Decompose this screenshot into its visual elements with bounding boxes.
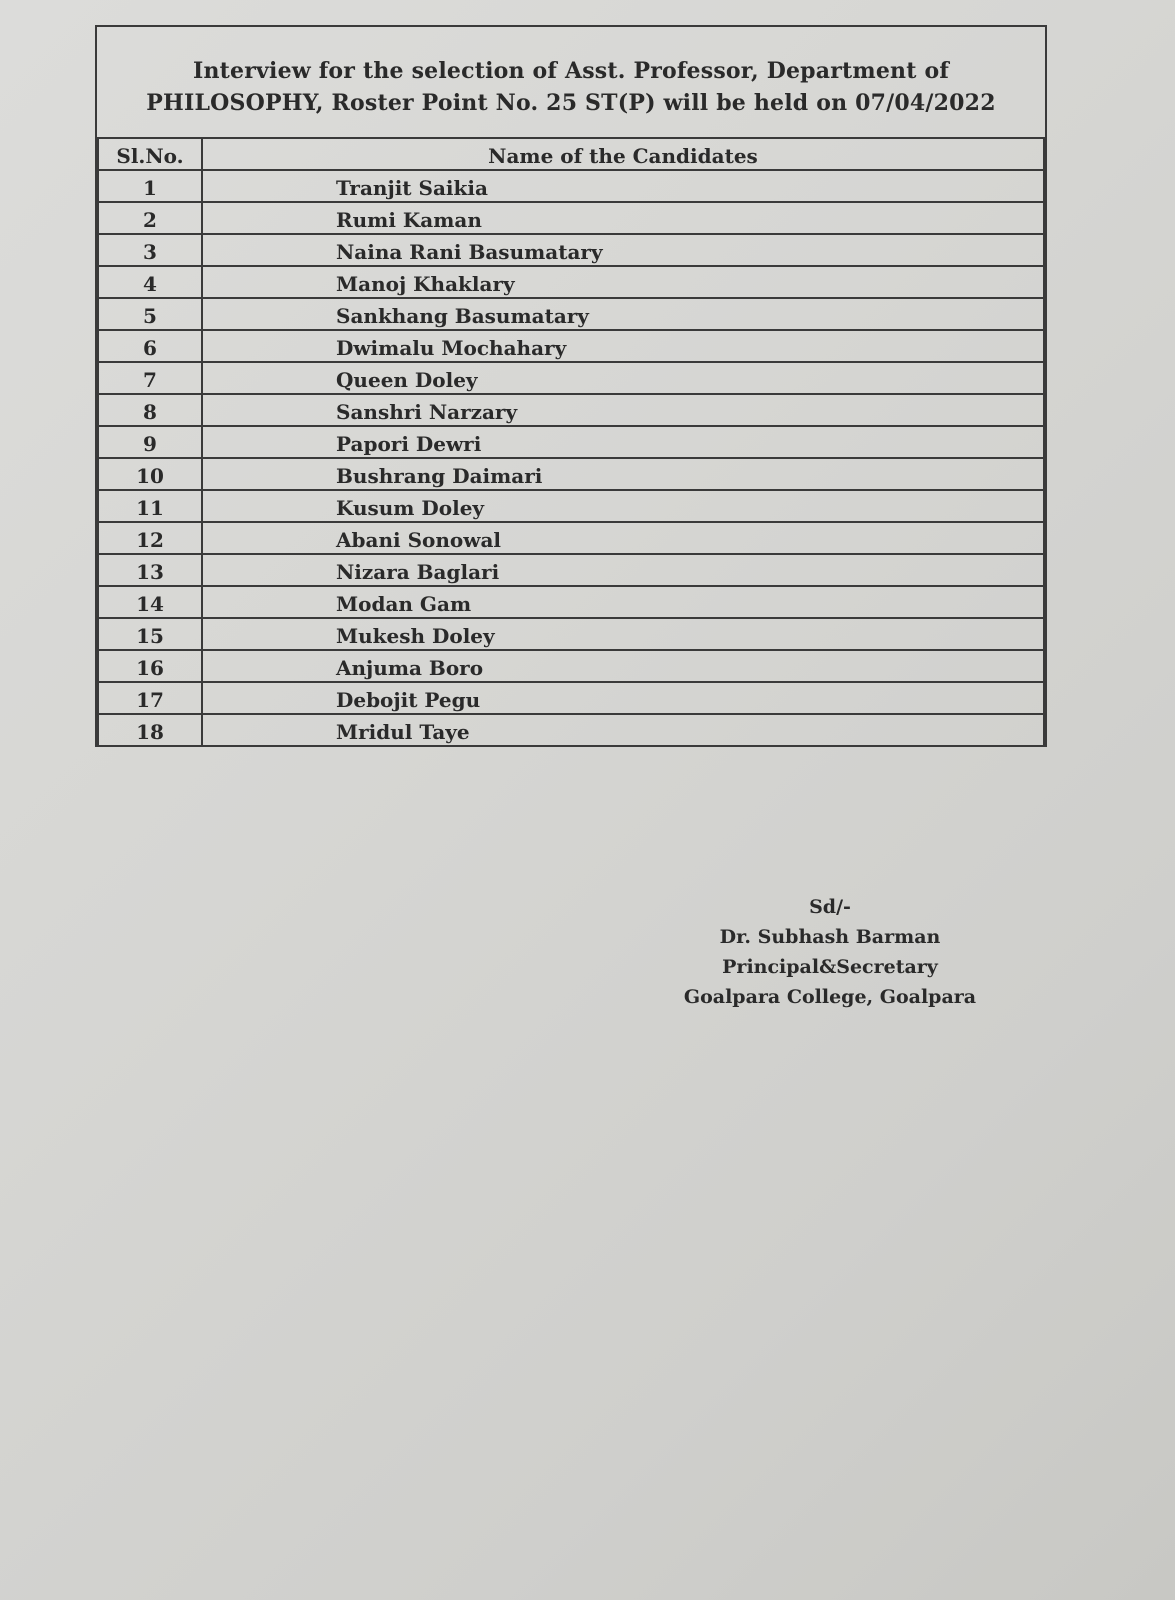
signatory-title: Principal&Secretary xyxy=(722,956,938,978)
row-sl-no: 18 xyxy=(98,714,202,746)
table-row xyxy=(98,714,1044,746)
row-sl-no: 17 xyxy=(98,682,202,714)
signature-block xyxy=(680,892,980,1012)
row-sl-no: 11 xyxy=(98,490,202,522)
table-row xyxy=(98,298,1044,330)
row-candidate-name: Mridul Taye xyxy=(202,714,1044,746)
row-sl-no: 13 xyxy=(98,554,202,586)
heading-line-2: PHILOSOPHY, Roster Point No. 25 ST(P) will be held on 07/04/2022 xyxy=(146,90,996,116)
notice-box xyxy=(95,25,1047,747)
table-row xyxy=(98,234,1044,266)
table-row xyxy=(98,458,1044,490)
table-row xyxy=(98,170,1044,202)
row-candidate-name: Sankhang Basumatary xyxy=(202,298,1044,330)
row-sl-no: 15 xyxy=(98,618,202,650)
row-candidate-name: Naina Rani Basumatary xyxy=(202,234,1044,266)
row-candidate-name: Kusum Doley xyxy=(202,490,1044,522)
table-row xyxy=(98,554,1044,586)
row-candidate-name: Manoj Khaklary xyxy=(202,266,1044,298)
table-row xyxy=(98,490,1044,522)
table-header-row xyxy=(98,139,1044,170)
candidate-name-header: Name of the Candidates xyxy=(202,139,1044,170)
table-row xyxy=(98,362,1044,394)
row-candidate-name: Anjuma Boro xyxy=(202,650,1044,682)
row-sl-no: 9 xyxy=(98,426,202,458)
candidates-table xyxy=(97,139,1045,747)
table-row xyxy=(98,426,1044,458)
row-candidate-name: Nizara Baglari xyxy=(202,554,1044,586)
row-candidate-name: Debojit Pegu xyxy=(202,682,1044,714)
table-row xyxy=(98,522,1044,554)
signatory-institution: Goalpara College, Goalpara xyxy=(683,986,977,1008)
signature-sd: Sd/- xyxy=(809,896,851,918)
signatory-name: Dr. Subhash Barman xyxy=(719,926,941,948)
row-candidate-name: Dwimalu Mochahary xyxy=(202,330,1044,362)
row-sl-no: 1 xyxy=(98,170,202,202)
table-row xyxy=(98,586,1044,618)
row-sl-no: 10 xyxy=(98,458,202,490)
row-sl-no: 16 xyxy=(98,650,202,682)
row-sl-no: 12 xyxy=(98,522,202,554)
row-candidate-name: Sanshri Narzary xyxy=(202,394,1044,426)
candidates-table-body xyxy=(98,170,1044,746)
table-row xyxy=(98,202,1044,234)
table-row xyxy=(98,330,1044,362)
table-row xyxy=(98,394,1044,426)
notice-heading xyxy=(97,27,1045,139)
heading-line-1: Interview for the selection of Asst. Professor, Department of xyxy=(193,58,949,84)
row-candidate-name: Rumi Kaman xyxy=(202,202,1044,234)
sl-no-header: Sl.No. xyxy=(98,139,202,170)
row-sl-no: 3 xyxy=(98,234,202,266)
table-row xyxy=(98,266,1044,298)
table-row xyxy=(98,650,1044,682)
row-sl-no: 4 xyxy=(98,266,202,298)
row-candidate-name: Papori Dewri xyxy=(202,426,1044,458)
row-candidate-name: Tranjit Saikia xyxy=(202,170,1044,202)
table-row xyxy=(98,682,1044,714)
row-sl-no: 6 xyxy=(98,330,202,362)
row-candidate-name: Mukesh Doley xyxy=(202,618,1044,650)
row-sl-no: 7 xyxy=(98,362,202,394)
table-row xyxy=(98,618,1044,650)
row-sl-no: 5 xyxy=(98,298,202,330)
row-candidate-name: Abani Sonowal xyxy=(202,522,1044,554)
row-sl-no: 8 xyxy=(98,394,202,426)
row-sl-no: 2 xyxy=(98,202,202,234)
row-candidate-name: Modan Gam xyxy=(202,586,1044,618)
row-sl-no: 14 xyxy=(98,586,202,618)
row-candidate-name: Bushrang Daimari xyxy=(202,458,1044,490)
row-candidate-name: Queen Doley xyxy=(202,362,1044,394)
